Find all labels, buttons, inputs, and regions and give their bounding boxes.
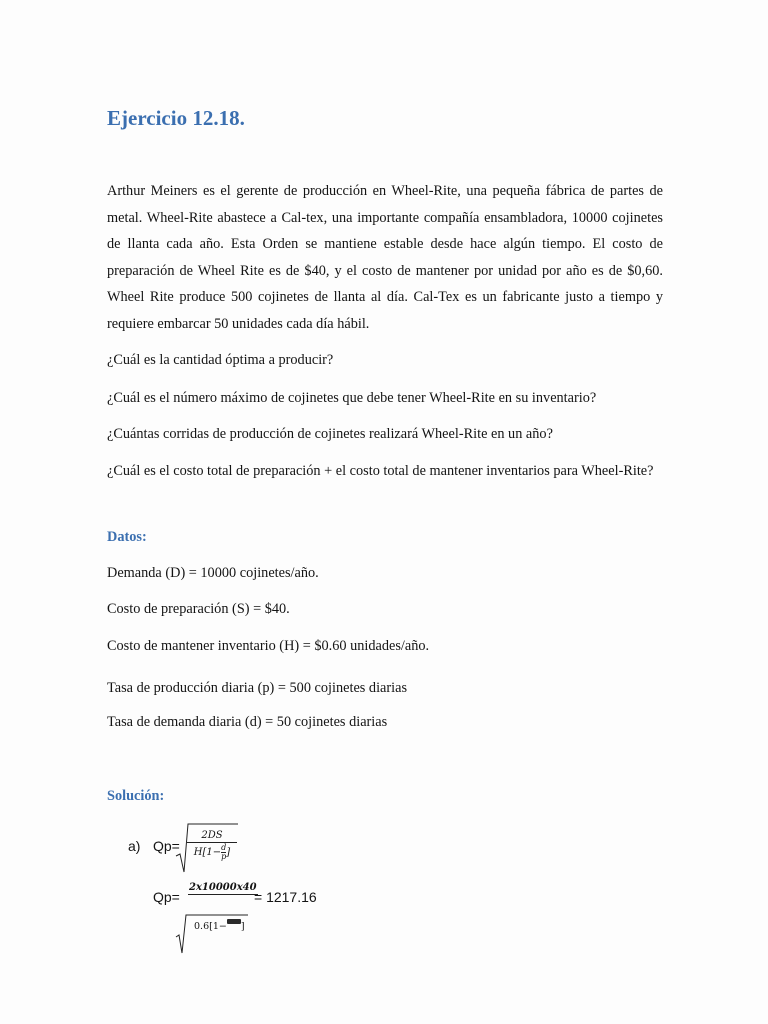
den-prefix: H[1−: [193, 847, 222, 858]
dato-demanda: Demanda (D) = 10000 cojinetes/año.: [107, 565, 319, 581]
den2-prefix: 0.6[1−: [194, 921, 227, 932]
dato-costo-mantener: Costo de mantener inventario (H) = $0.60 unidades/año.: [107, 638, 430, 654]
p-symbol: p: [221, 852, 227, 861]
qp-label: Qp=: [153, 838, 180, 854]
den-suffix: ]: [226, 847, 231, 858]
qp-fraction: [187, 830, 237, 861]
question-2: ¿Cuál es el número máximo de cojinetes que debe tener Wheel-Rite en su inventario?: [107, 390, 597, 406]
dato-tasa-demanda: Tasa de demanda diaria (d) = 50 cojinetes diarias: [107, 714, 388, 730]
question-1: ¿Cuál es la cantidad óptima a producir?: [107, 352, 334, 368]
exercise-title: Ejercicio 12.18.: [107, 106, 245, 130]
solucion-heading: Solución:: [107, 788, 165, 804]
question-3: ¿Cuántas corridas de producción de cojinetes realizará Wheel-Rite en un año?: [107, 426, 553, 442]
problem-statement: Arthur Meiners es el gerente de producción en Wheel-Rite, una pequeña fábrica de partes de metal. Wheel-Rite abastece a Cal-tex, una importante compañía ensambladora, 10000 cojinetes de llanta cada año. Esta Orden se mantiene estable desde hace algún tiempo. El costo de preparación de Wheel Rite es de $40, y el costo de mantener por unidad por año es de $0,60. Wheel Rite produce 500 cojinetes de llanta al día. Cal-Tex es un fabricante justo a tiempo y requiere embarcar 50 unidades cada día hábil.: [107, 183, 663, 332]
qp-numerator-2: 2x10000x40: [189, 882, 257, 893]
qp-numerator: 2DS: [187, 830, 237, 843]
smudged-exponent: [227, 919, 241, 924]
den2-suffix: ]: [240, 921, 245, 932]
qp-denominator-2: [194, 919, 245, 932]
dato-costo-preparacion: Costo de preparación (S) = $40.: [107, 601, 290, 617]
qp-denominator: [187, 843, 237, 861]
qp-label-2: Qp=: [153, 889, 180, 905]
question-4: ¿Cuál es el costo total de preparación + el costo total de mantener inventarios para Wheel-Rite?: [107, 463, 654, 479]
qp-result: = 1217.16: [254, 889, 317, 905]
d-symbol: d: [221, 843, 227, 852]
datos-heading: Datos:: [107, 529, 147, 545]
item-label-a: a): [128, 838, 141, 854]
dato-tasa-produccion: Tasa de producción diaria (p) = 500 cojinetes diarias: [107, 680, 408, 696]
